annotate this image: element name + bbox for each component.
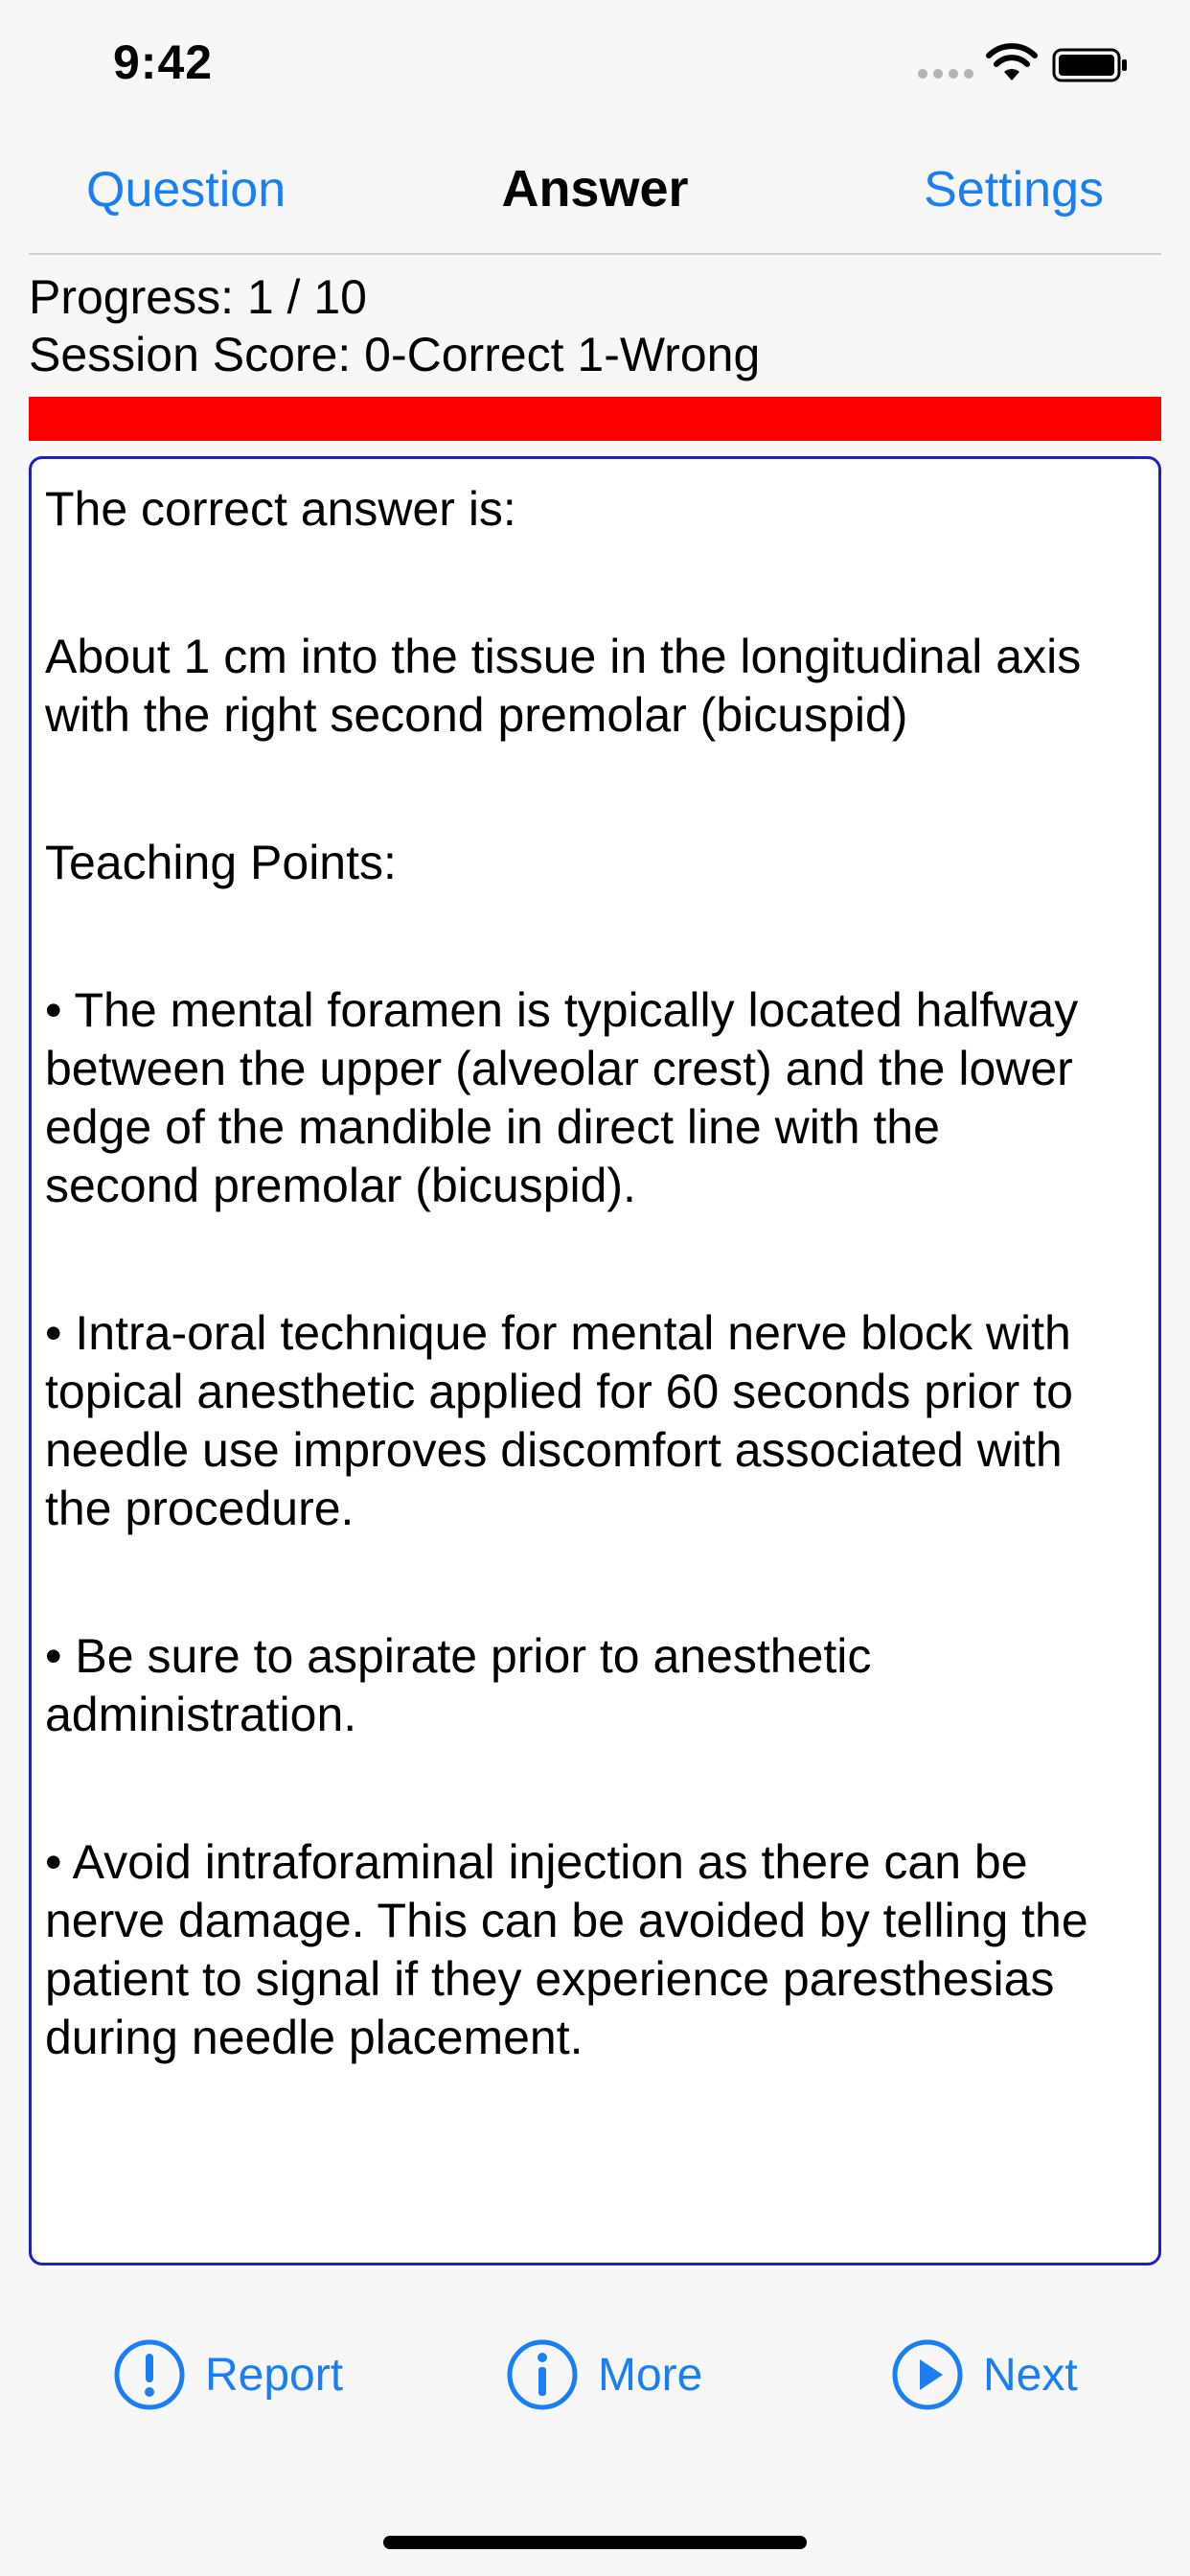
page-title: Answer — [501, 160, 689, 218]
signal-dots-icon — [918, 69, 973, 79]
more-label: More — [598, 2349, 703, 2401]
blank-line — [45, 760, 1145, 818]
blank-line — [45, 554, 1145, 612]
nav-bar — [29, 126, 1161, 255]
blank-line — [45, 1230, 1145, 1289]
next-button[interactable] — [891, 2338, 1078, 2411]
answer-line: needle use improves discomfort associated with — [45, 1423, 1063, 1477]
status-bar — [0, 0, 1190, 126]
answer-line: during needle placement. — [45, 2011, 584, 2064]
answer-line: • The mental foramen is typically located halfway — [45, 983, 1079, 1037]
answer-line: Teaching Points: — [45, 836, 397, 889]
exclamation-circle-icon — [113, 2338, 186, 2411]
answer-text-box[interactable] — [29, 456, 1161, 2266]
wifi-icon — [985, 42, 1039, 82]
answer-line: • Be sure to aspirate prior to anesthetic — [45, 1629, 872, 1683]
blank-line — [45, 908, 1145, 966]
answer-line: • Avoid intraforaminal injection as there can be — [45, 1835, 1028, 1889]
session-score-text: Session Score: 0-Correct 1-Wrong — [29, 328, 761, 381]
progress-bar — [29, 397, 1161, 441]
answer-line: topical anesthetic applied for 60 seconds prior to — [45, 1365, 1073, 1418]
settings-button[interactable]: Settings — [924, 162, 1104, 218]
report-button[interactable] — [113, 2338, 343, 2411]
answer-line: • Intra-oral technique for mental nerve block with — [45, 1306, 1071, 1360]
progress-bar-fill — [29, 397, 1161, 441]
battery-icon — [1052, 48, 1129, 82]
answer-line: The correct answer is: — [45, 482, 516, 536]
progress-text: Progress: 1 / 10 — [29, 270, 367, 324]
play-circle-icon — [891, 2338, 964, 2411]
answer-line: second premolar (bicuspid). — [45, 1159, 636, 1212]
status-time: 9:42 — [113, 35, 214, 89]
next-label: Next — [983, 2349, 1078, 2401]
answer-line: nerve damage. This can be avoided by telling the — [45, 1894, 1088, 1947]
bottom-toolbar — [0, 2319, 1190, 2415]
answer-line: the procedure. — [45, 1482, 355, 1535]
more-button[interactable] — [506, 2338, 702, 2411]
report-label: Report — [205, 2349, 344, 2401]
answer-line: between the upper (alveolar crest) and the lower — [45, 1042, 1073, 1095]
blank-line — [45, 1553, 1145, 1612]
answer-line: About 1 cm into the tissue in the longitudinal axis — [45, 630, 1082, 683]
answer-line: with the right second premolar (bicuspid) — [45, 688, 908, 742]
info-circle-icon — [506, 2338, 579, 2411]
answer-line: administration. — [45, 1688, 357, 1741]
question-button[interactable]: Question — [86, 162, 286, 218]
blank-line — [45, 1760, 1145, 1818]
home-indicator — [383, 2536, 807, 2549]
answer-line: patient to signal if they experience paresthesias — [45, 1952, 1055, 2006]
answer-line: edge of the mandible in direct line with the — [45, 1100, 940, 1154]
